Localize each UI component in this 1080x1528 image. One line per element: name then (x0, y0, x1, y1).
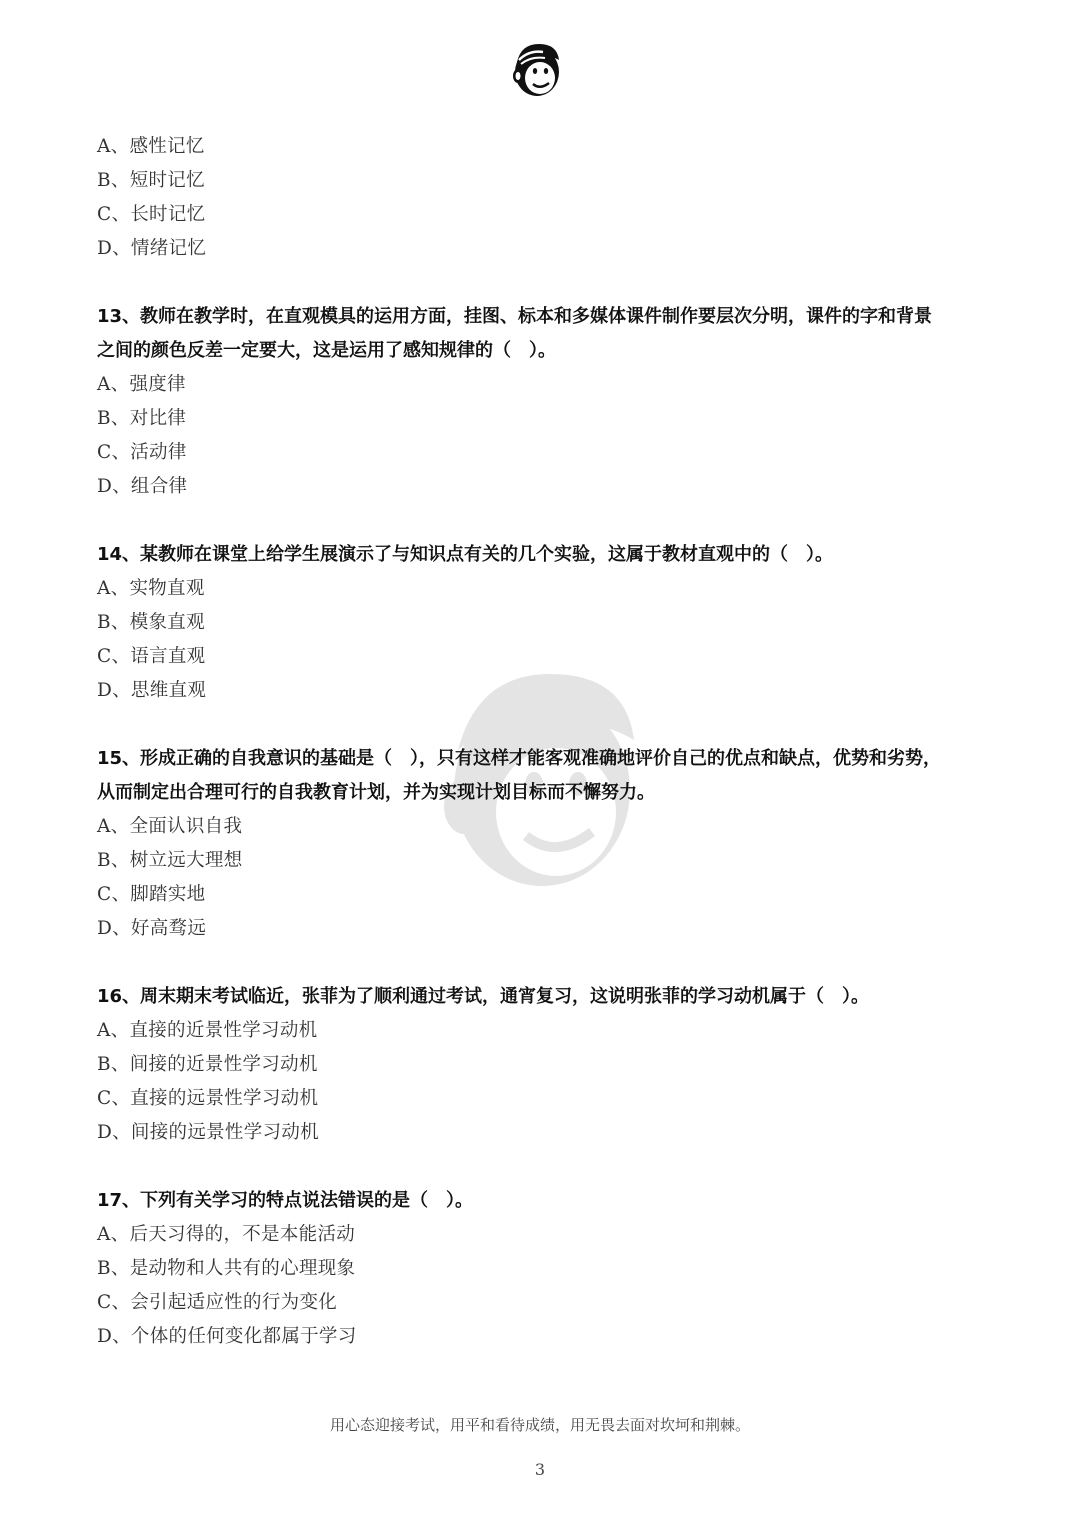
q17-option-b: B、是动物和人共有的心理现象 (97, 1258, 356, 1279)
q12-option-a: A、感性记忆 (97, 136, 205, 157)
q13-option-b: B、对比律 (97, 408, 187, 429)
monkey-logo-icon (509, 40, 567, 100)
q17-stem: 17、下列有关学习的特点说法错误的是（ ）。 (97, 1190, 474, 1211)
q12-option-b: B、短时记忆 (97, 170, 205, 191)
q14-stem: 14、某教师在课堂上给学生展演示了与知识点有关的几个实验，这属于教材直观中的（ ）。 (97, 544, 834, 565)
q17-option-a: A、后天习得的，不是本能活动 (97, 1224, 356, 1245)
q13-option-c: C、活动律 (97, 442, 187, 463)
q15-option-c: C、脚踏实地 (97, 884, 206, 905)
q13-stem-line1: 13、教师在教学时，在直观模具的运用方面，挂图、标本和多媒体课件制作要层次分明，课件的字和背景 (97, 306, 933, 327)
q16-option-c: C、直接的远景性学习动机 (97, 1088, 319, 1109)
q14-option-c: C、语言直观 (97, 646, 206, 667)
q16-stem: 16、周末期末考试临近，张菲为了顺利通过考试，通宵复习，这说明张菲的学习动机属于（ ）。 (97, 986, 870, 1007)
q13-stem-line2: 之间的颜色反差一定要大，这是运用了感知规律的（ ）。 (97, 340, 556, 361)
q12-option-d: D、情绪记忆 (97, 238, 207, 259)
q14-option-a: A、实物直观 (97, 578, 205, 599)
q14-option-d: D、思维直观 (97, 680, 207, 701)
q13-option-d: D、组合律 (97, 476, 188, 497)
footer-motto: 用心态迎接考试，用平和看待成绩，用无畏去面对坎坷和荆棘。 (329, 1416, 750, 1434)
q15-stem-line2: 从而制定出合理可行的自我教育计划，并为实现计划目标而不懈努力。 (97, 782, 655, 803)
q15-option-d: D、好高骛远 (97, 918, 207, 939)
page-number: 3 (534, 1460, 546, 1479)
q16-option-d: D、间接的远景性学习动机 (97, 1122, 319, 1143)
q14-option-b: B、模象直观 (97, 612, 205, 633)
q13-option-a: A、强度律 (97, 374, 186, 395)
q15-option-a: A、全面认识自我 (97, 816, 243, 837)
q15-option-b: B、树立远大理想 (97, 850, 243, 871)
q16-option-b: B、间接的近景性学习动机 (97, 1054, 318, 1075)
q17-option-c: C、会引起适应性的行为变化 (97, 1292, 338, 1313)
q16-option-a: A、直接的近景性学习动机 (97, 1020, 318, 1041)
q15-stem-line1: 15、形成正确的自我意识的基础是（ ），只有这样才能客观准确地评价自己的优点和缺点，优势和劣势， (97, 748, 942, 769)
q12-option-c: C、长时记忆 (97, 204, 206, 225)
q17-option-d: D、个体的任何变化都属于学习 (97, 1326, 357, 1347)
